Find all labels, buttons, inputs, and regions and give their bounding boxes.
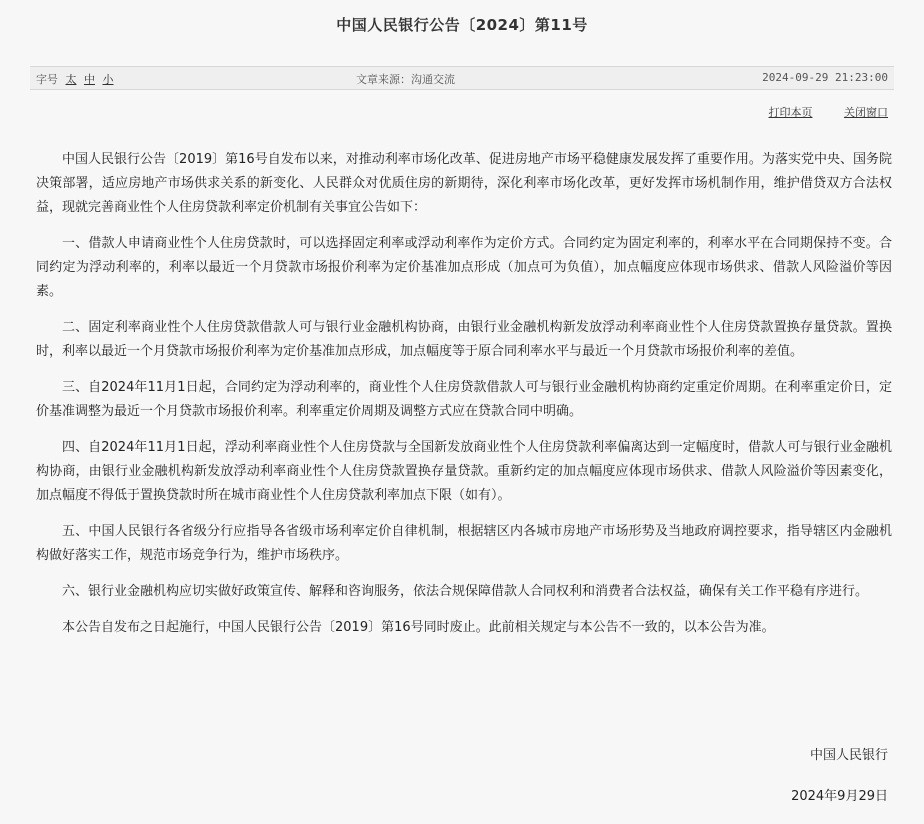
page-actions <box>741 104 889 120</box>
font-size-small[interactable]: 小 <box>102 73 114 86</box>
paragraph-1: 一、借款人申请商业性个人住房贷款时，可以选择固定利率或浮动利率作为定价方式。合同约定为固定利率的，利率水平在合同期保持不变。合同约定为浮动利率的，利率以最近一个月贷款市场报价利率为定价基准加点形成（加点可为负值），加点幅度应体现市场供求、借款人风险溢价等因素。 <box>36 236 892 299</box>
paragraph-2: 二、固定利率商业性个人住房贷款借款人可与银行业金融机构协商，由银行业金融机构新发放浮动利率商业性个人住房贷款置换存量贷款。置换时，利率以最近一个月贷款市场报价利率为定价基准加点形成，加点幅度等于原合同利率水平与最近一个月贷款市场报价利率的差值。 <box>36 320 892 359</box>
publish-datetime: 2024-09-29 21:23:00 <box>762 71 888 84</box>
close-window-link[interactable]: 关闭窗口 <box>844 106 888 119</box>
article-body <box>36 148 892 652</box>
font-size-selector <box>36 71 114 87</box>
paragraph-3: 三、自2024年11月1日起，合同约定为浮动利率的，商业性个人住房贷款借款人可与银行业金融机构协商约定重定价周期。在利率重定价日，定价基准调整为最近一个月贷款市场报价利率。利率重定价周期及调整方式应在贷款合同中明确。 <box>36 380 892 419</box>
signature-date: 2024年9月29日 <box>791 789 888 804</box>
font-size-large[interactable]: 太 <box>65 73 77 86</box>
font-size-medium[interactable]: 中 <box>84 73 95 86</box>
signature-org: 中国人民银行 <box>809 748 888 763</box>
paragraph-5: 五、中国人民银行各省级分行应指导各省级市场利率定价自律机制，根据辖区内各城市房地产市场形势及当地政府调控要求，指导辖区内金融机构做好落实工作，规范市场竞争行为，维护市场秩序。 <box>36 524 892 563</box>
paragraph-closing: 本公告自发布之日起施行，中国人民银行公告〔2019〕第16号同时废止。此前相关规定与本公告不一致的，以本公告为准。 <box>62 620 775 635</box>
print-page-link[interactable]: 打印本页 <box>768 106 813 119</box>
page-title: 中国人民银行公告〔2024〕第11号 <box>336 16 588 34</box>
paragraph-4: 四、自2024年11月1日起，浮动利率商业性个人住房贷款与全国新发放商业性个人住房贷款利率偏离达到一定幅度时，借款人可与银行业金融机构协商，由银行业金融机构新发放浮动利率商业性个人住房贷款置换存量贷款。重新约定的加点幅度应体现市场供求、借款人风险溢价等因素变化，加点幅度不得低于置换贷款时所在城市商业性个人住房贷款利率加点下限（如有）。 <box>36 440 892 503</box>
paragraph-intro: 中国人民银行公告〔2019〕第16号自发布以来，对推动利率市场化改革、促进房地产市场平稳健康发展发挥了重要作用。为落实党中央、国务院决策部署，适应房地产市场供求关系的新变化、人民群众对优质住房的新期待，深化利率市场化改革，更好发挥市场机制作用，维护借贷双方合法权益，现就完善商业性个人住房贷款利率定价机制有关事宜公告如下： <box>36 152 892 215</box>
article-source: 文章来源：沟通交流 <box>356 73 455 86</box>
font-size-label: 字号 <box>36 73 58 86</box>
paragraph-6: 六、银行业金融机构应切实做好政策宣传、解释和咨询服务，依法合规保障借款人合同权利和消费者合法权益，确保有关工作平稳有序进行。 <box>62 584 869 599</box>
meta-bar <box>30 66 894 90</box>
